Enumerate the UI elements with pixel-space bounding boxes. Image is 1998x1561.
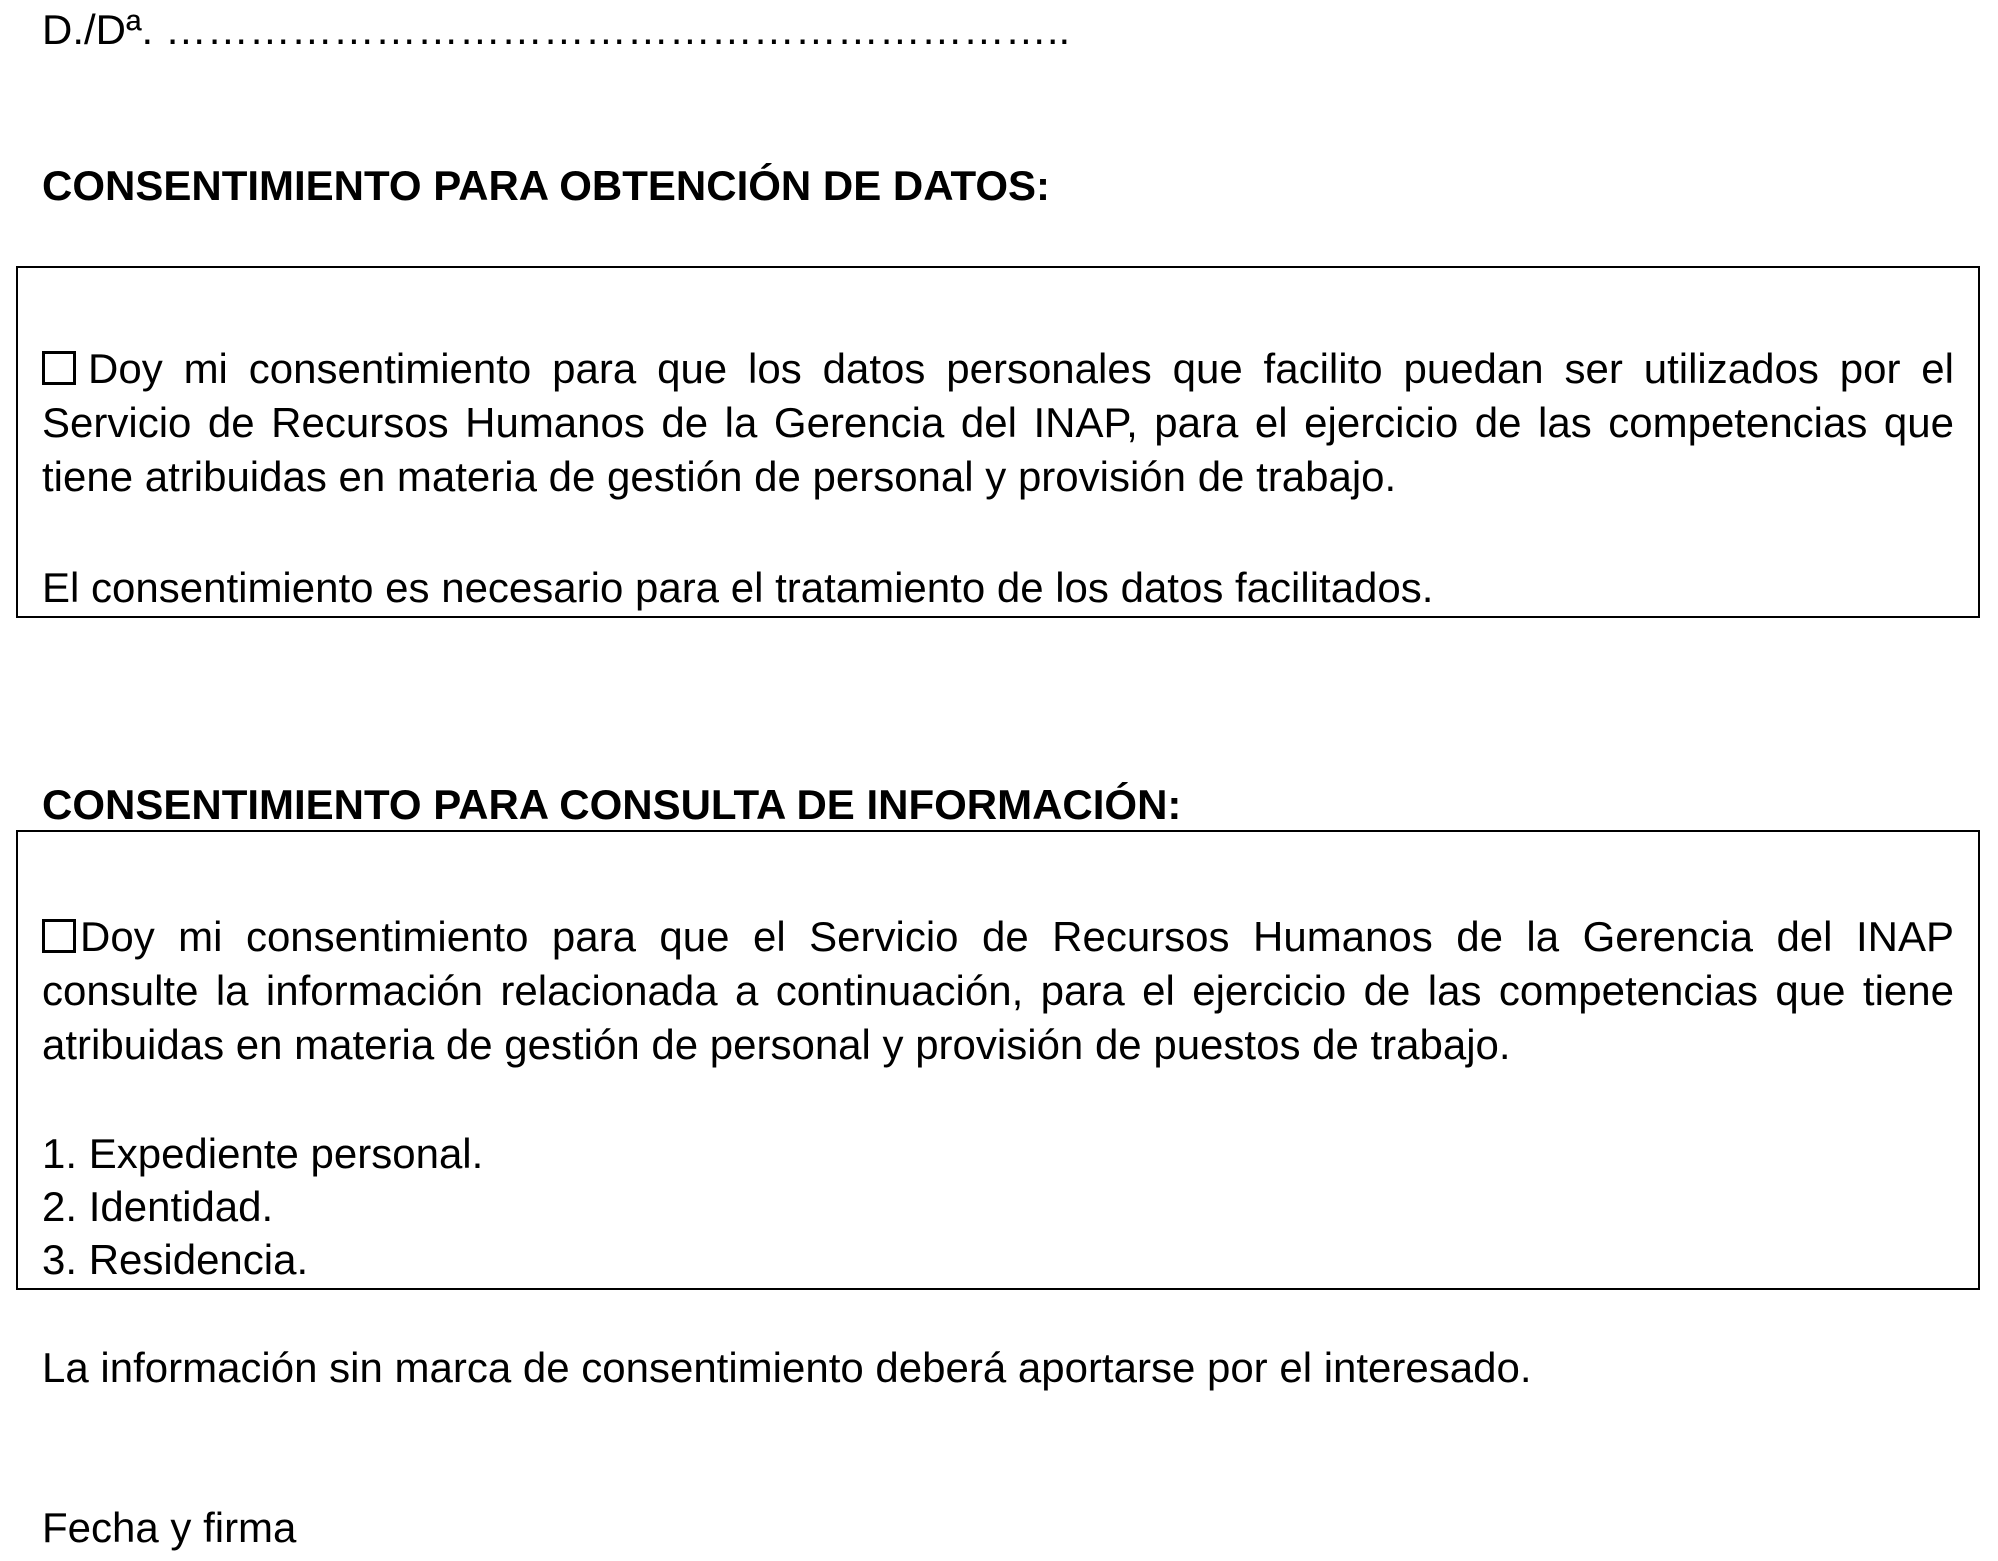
list-item: 3. Residencia.: [42, 1236, 309, 1283]
consent-paragraph-datos: [42, 342, 1954, 504]
list-item: 1. Expediente personal.: [42, 1130, 484, 1177]
section-heading-datos: CONSENTIMIENTO PARA OBTENCIÓN DE DATOS:: [42, 162, 1051, 209]
consent-box-consulta: [16, 830, 1980, 1290]
checkbox-icon[interactable]: [42, 351, 76, 385]
footer-note: La información sin marca de consentimiento deberá aportarse por el interesado.: [42, 1344, 1532, 1391]
checkbox-icon[interactable]: [42, 919, 76, 953]
consent-text-datos: Doy mi consentimiento para que los datos personales que facilito puedan ser utilizados por el Servicio de Recursos Humanos de la Gerencia del INAP, para el ejercicio de las competencias que tiene atribuidas en materia de gestión de personal y provisión de trabajo.: [42, 345, 1954, 500]
list-item: 2. Identidad.: [42, 1183, 274, 1230]
section-heading-consulta: CONSENTIMIENTO PARA CONSULTA DE INFORMACIÓN:: [42, 781, 1182, 828]
consent-box-datos: [16, 266, 1980, 618]
consent-paragraph-consulta: [42, 910, 1954, 1072]
name-field[interactable]: D./Dª. ………………………………………………………..: [42, 6, 1071, 53]
signature-label: Fecha y firma: [42, 1504, 297, 1551]
consent-note-datos: El consentimiento es necesario para el tratamiento de los datos facilitados.: [42, 564, 1434, 611]
consent-text-consulta: Doy mi consentimiento para que el Servicio de Recursos Humanos de la Gerencia del INAP consulte la información relacionada a continuación, para el ejercicio de las competencias que tiene atribuidas en materia de gestión de personal y provisión de puestos de trabajo.: [42, 913, 1954, 1068]
